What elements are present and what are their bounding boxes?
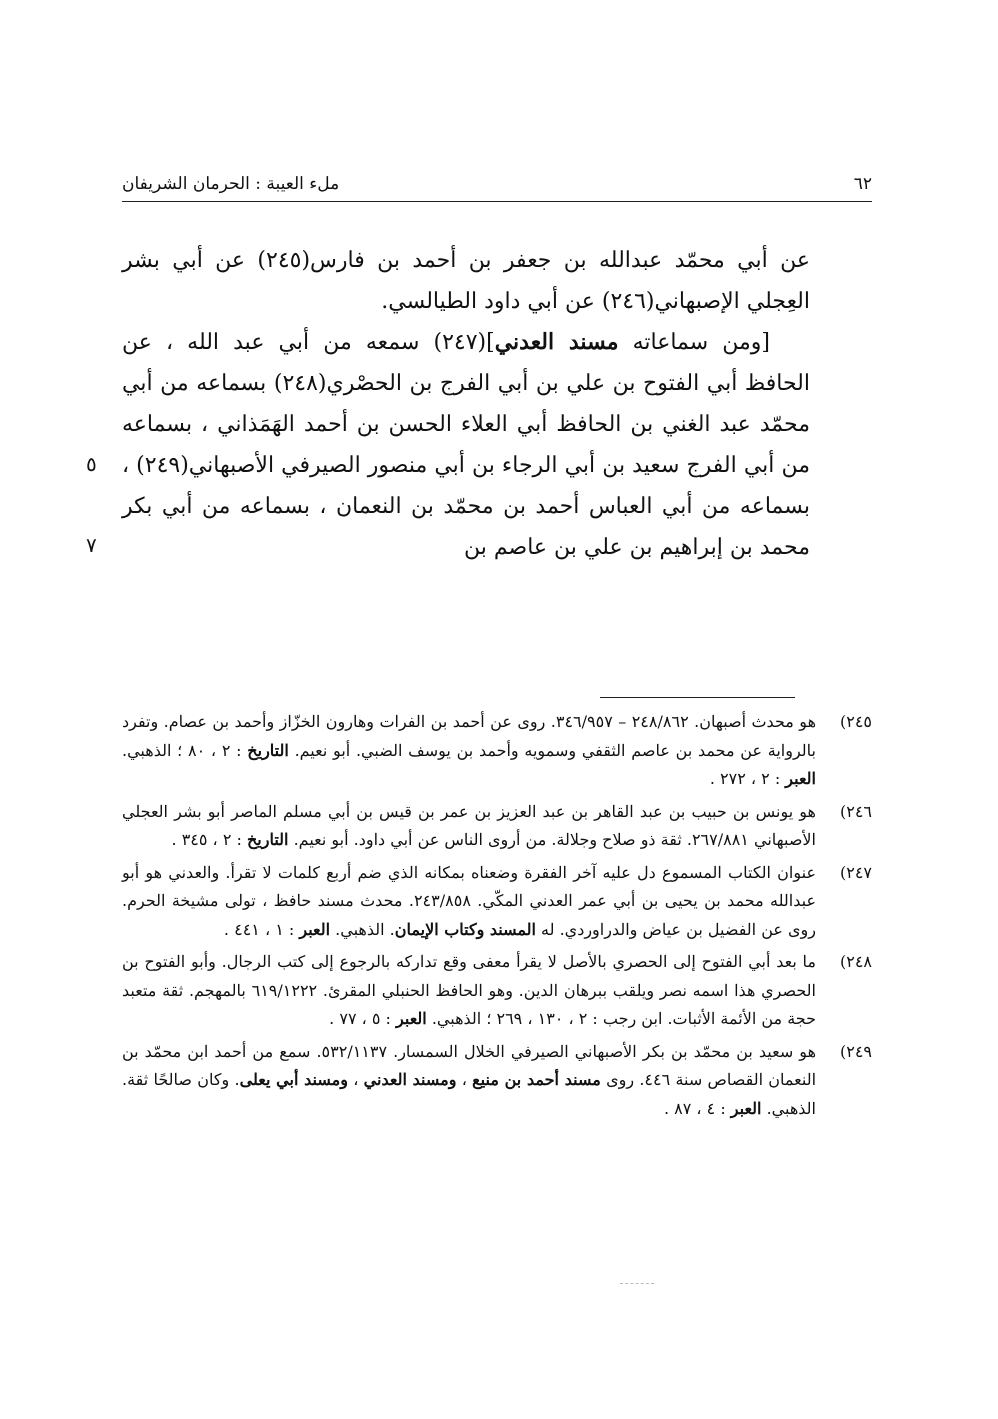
- footnote-bold-ref: التاريخ: [246, 830, 289, 849]
- footnote-bold-ref: العبر: [785, 769, 816, 788]
- footnote-bold-ref: العبر: [396, 1009, 427, 1028]
- footnote-text: [122, 863, 816, 939]
- footnote-bold-ref: التاريخ: [247, 740, 289, 760]
- footnote-1: [122, 708, 872, 794]
- footnote-separator: [600, 697, 795, 698]
- line-number-5: ٥: [86, 452, 97, 476]
- footnote-bold-ref: العبر: [730, 1098, 762, 1118]
- footnote-segment: هو محدث أصبهان. ٢٤٨/٨٦٢ – ٣٤٦/٩٥٧. روى عن أحمد بن الفرات وهارون الخزّاز وأحمد بن عصام. وتفرد بالرواية عن محمد بن عاصم الثقفي وسمويه وأحمد بن يوسف الضبي. أبو نعيم.: [122, 712, 817, 760]
- book-title-musnad-aladani: مسند العدني: [494, 329, 619, 355]
- footnote-segment: : ٢ ، ٣٤٥ .: [171, 830, 247, 849]
- footnote-segment: : ٤ ، ٨٧ .: [663, 1098, 731, 1118]
- footnote-3: [122, 859, 872, 945]
- footnote-bold-ref: ومسند العدني: [363, 1070, 457, 1089]
- footnote-segment: : ٢ ، ٨٠ ؛ الذهبي.: [122, 740, 248, 760]
- footnote-segment: . وكان صالحًا ثقة. الذهبي.: [122, 1070, 816, 1118]
- footnote-number: ٢٤٨): [839, 952, 872, 971]
- paragraph-1: عن أبي محمّد عبدالله بن جعفر بن أحمد بن فارس(٢٤٥) عن أبي بشر العِجلي الإصبهاني(٢٤٦) عن أبي داود الطيالسي.: [122, 248, 810, 314]
- footnote-number: ٢٤٩): [839, 1041, 872, 1061]
- footnote-number: ٢٤٦): [839, 801, 872, 821]
- page-number: ٦٢: [853, 174, 872, 194]
- footnote-number: ٢٤٧): [839, 862, 872, 882]
- footnote-5: [122, 1038, 872, 1124]
- footnote-4: [122, 948, 872, 1034]
- footnote-segment: : ٥ ، ٧٧ .: [329, 1009, 397, 1028]
- footnote-bold-ref: مسند أحمد بن منيع: [472, 1070, 601, 1089]
- footnote-segment: ،: [456, 1070, 473, 1089]
- paragraph-2: [122, 322, 810, 568]
- footnote-segment: ،: [347, 1070, 364, 1089]
- footnote-segment: . الذهبي.: [330, 919, 395, 939]
- footnote-number: ٢٤٥): [839, 712, 872, 731]
- page-header: [122, 166, 872, 202]
- footnote-segment: هو سعيد بن محمّد بن بكر الأصبهاني الصيرفي الخلال السمسار. ٥٣٢/١١٣٧. سمع من أحمد ابن محمّد بن النعمان القصاص سنة ٤٤٦. روى: [122, 1041, 817, 1089]
- footnote-bold-ref: ومسند أبي يعلى: [239, 1070, 348, 1089]
- footnote-text: [122, 1042, 816, 1118]
- footnote-text: [122, 802, 816, 850]
- footnote-bold-ref: المسند وكتاب الإيمان: [394, 919, 536, 939]
- decorative-mark: [620, 1283, 654, 1284]
- footnotes: [122, 708, 872, 1127]
- header-rule: [122, 201, 872, 202]
- line-number-7: ٧: [86, 533, 97, 557]
- footnote-bold-ref: العبر: [299, 919, 331, 939]
- footnote-segment: هو يونس بن حبيب بن عبد القاهر بن عبد العزيز بن عمر بن قيس بن أبي مسلم الماصر أبو بشر العجلي الأصبهاني ٢٦٧/٨٨١. ثقة ذو صلاح وجلالة. من أروى الناس عن أبي داود. أبو نعيم.: [122, 801, 816, 849]
- footnote-segment: ما بعد أبي الفتوح إلى الحصري بالأصل لا يقرأ معفى وقع تداركه بالرجوع إلى كتب الرجال. وأبو الفتوح بن الحصري هذا اسمه نصر ويلقب ببرهان الدين. وهو الحافظ الحنبلي المقرئ. ٦١٩/١٢٢٢ بالمهجم. ثقة متعبد حجة من الأئمة الأثبات. ابن رجب : ٢ ، ١٣٠ ، ٢٦٩ ؛ الذهبي.: [122, 952, 817, 1028]
- running-title: ملء العيبة : الحرمان الشريفان: [122, 174, 340, 194]
- main-text: [122, 240, 810, 568]
- footnote-text: [122, 952, 816, 1028]
- footnote-segment: : ٢ ، ٢٧٢ .: [709, 769, 786, 788]
- footnote-segment: عنوان الكتاب المسموع دل عليه آخر الفقرة وضعناه بمكانه الذي ضم أربع كلمات لا تقرأ. والعدني هو أبو عبدالله محمد بن يحيى بن أبي عمر العدني المكّي. ٢٤٣/٨٥٨. محدث مسند حافظ ، تولى مشيخة الحرم. روى عن الفضيل بن عياض والدراوردي. له: [122, 862, 817, 939]
- footnote-text: [122, 712, 816, 788]
- paragraph-2-rest: ](٢٤٧) سمعه من أبي عبد الله ، عن الحافظ أبي الفتوح بن علي بن أبي الفرج بن الحصْري(٢٤٨) بسماعه من أبي محمّد عبد الغني بن الحافظ أبي العلاء الحسن بن أحمد الهَمَذاني ، بسماعه من أبي الفرج سعيد بن أبي الرجاء بن أبي منصور الصيرفي الأصبهاني(٢٤٩) ، بسماعه من أبي العباس أحمد بن محمّد بن النعمان ، بسماعه من أبي بكر محمد بن إبراهيم بن علي بن عاصم بن: [122, 330, 810, 560]
- paragraph-2-open: [ومن سماعاته: [618, 330, 771, 355]
- footnote-segment: : ١ ، ٤٤١ .: [223, 919, 300, 939]
- footnote-2: [122, 798, 872, 855]
